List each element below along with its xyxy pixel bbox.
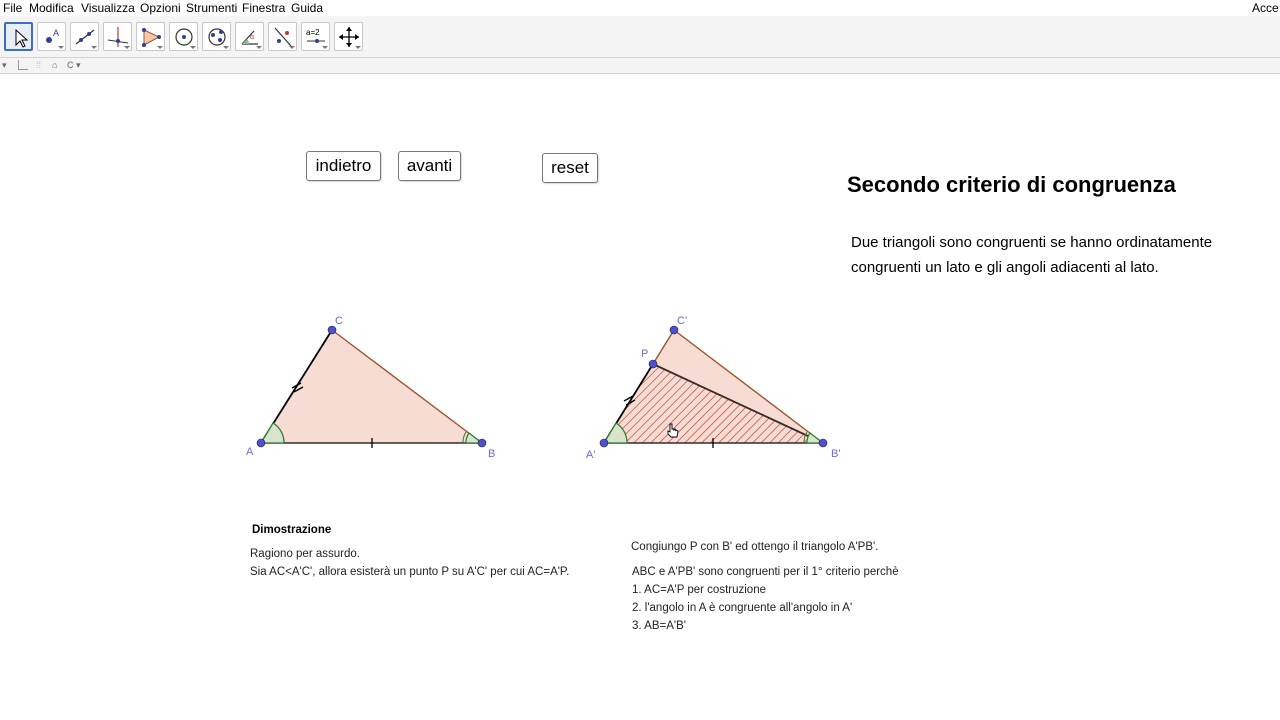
label-a1: A' <box>586 449 596 461</box>
label-c: C <box>335 315 343 327</box>
point-tool-button[interactable] <box>37 22 66 51</box>
axes-toggle-icon[interactable] <box>18 60 28 70</box>
proof-right-line-2: 1. AC=A'P per costruzione <box>632 584 766 596</box>
chevron-down-icon[interactable]: ▾ <box>76 60 81 70</box>
home-icon[interactable]: ⌂ <box>52 60 58 70</box>
menu-guida[interactable]: Guida <box>291 1 324 15</box>
proof-right-line-1: ABC e A'PB' sono congruenti per il 1° criterio perchè <box>632 566 899 578</box>
label-c1: C' <box>677 315 688 327</box>
collapse-arrow-icon[interactable]: ▾ <box>2 60 7 70</box>
reset-button[interactable]: reset <box>542 153 598 183</box>
proof-right-line-3: 2. l'angolo in A è congruente all'angolo in A' <box>632 602 853 614</box>
move-view-tool-button[interactable] <box>334 22 363 51</box>
proof-right-line-4: 3. AB=A'B' <box>632 620 686 632</box>
menu-file[interactable]: File <box>3 1 23 15</box>
menu-accedi[interactable]: Acce <box>1252 1 1279 15</box>
graphics-view[interactable] <box>0 75 1280 720</box>
menu-visualizza[interactable]: Visualizza <box>81 1 135 15</box>
point-b[interactable] <box>478 439 486 447</box>
menu-modifica[interactable]: Modifica <box>29 1 74 15</box>
grid-toggle-icon[interactable]: ⁞⁞ <box>36 60 42 70</box>
angle-tool-button[interactable] <box>235 22 264 51</box>
menu-opzioni[interactable]: Opzioni <box>140 1 181 15</box>
perpendicular-tool-button[interactable] <box>103 22 132 51</box>
label-b1: B' <box>831 448 841 460</box>
page-title: Secondo criterio di congruenza <box>847 172 1176 197</box>
style-dropdown[interactable]: C <box>67 60 74 70</box>
point-b1[interactable] <box>819 439 827 447</box>
proof-left-line-2: Sia AC<A'C', allora esisterà un punto P su A'C' per cui AC=A'P. <box>250 566 570 578</box>
point-c[interactable] <box>328 326 336 334</box>
line-tool-button[interactable] <box>70 22 99 51</box>
menu-finestra[interactable]: Finestra <box>242 1 286 15</box>
conic-tool-button[interactable] <box>202 22 231 51</box>
forward-button[interactable]: avanti <box>398 151 461 181</box>
label-p: P <box>641 348 649 360</box>
proof-heading: Dimostrazione <box>252 524 332 536</box>
svg-text:α: α <box>250 34 255 41</box>
menu-strumenti[interactable]: Strumenti <box>186 1 238 15</box>
toolbar <box>0 16 1280 58</box>
point-p[interactable] <box>649 360 657 368</box>
proof-left-line-1: Ragiono per assurdo. <box>250 548 360 560</box>
svg-text:A: A <box>53 28 60 38</box>
point-c1[interactable] <box>670 326 678 334</box>
slider-tool-button[interactable] <box>301 22 330 51</box>
cursor-arrow-icon <box>8 26 32 50</box>
style-bar <box>0 58 1280 74</box>
proof-right-intro: Congiungo P con B' ed ottengo il triangolo A'PB'. <box>631 541 879 553</box>
theorem-statement: Due triangoli sono congruenti se hanno ordinatamente congruenti un lato e gli angoli adiacenti al lato. <box>851 234 1213 276</box>
polygon-tool-button[interactable] <box>136 22 165 51</box>
circle-tool-button[interactable] <box>169 22 198 51</box>
back-button[interactable]: indietro <box>306 151 381 181</box>
move-tool-button[interactable] <box>4 22 33 51</box>
svg-text:a=2: a=2 <box>306 28 320 37</box>
point-a1[interactable] <box>600 439 608 447</box>
reflect-tool-button[interactable] <box>268 22 297 51</box>
point-a[interactable] <box>257 439 265 447</box>
label-a: A <box>246 446 254 458</box>
menu-bar <box>0 0 1280 16</box>
label-b: B <box>488 448 496 460</box>
